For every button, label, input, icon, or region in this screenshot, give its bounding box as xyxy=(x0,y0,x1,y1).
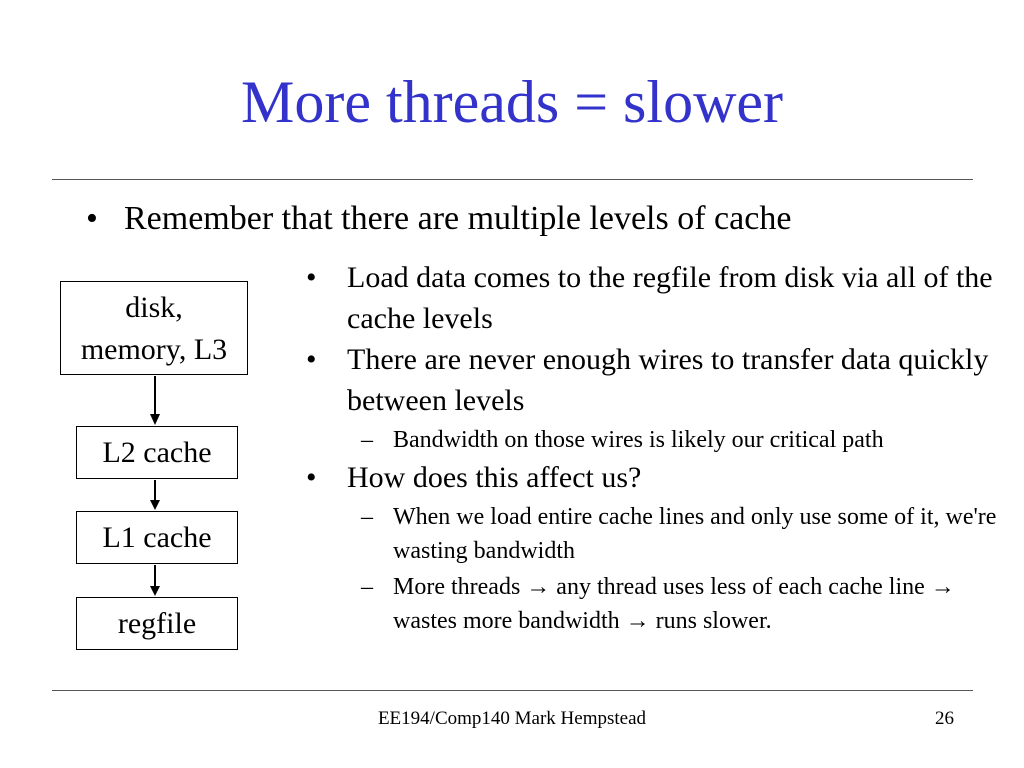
l2-cache-box: L2 cache xyxy=(76,426,238,479)
disk-memory-l3-box xyxy=(60,281,248,375)
main-bullet xyxy=(86,196,791,242)
sub-sub-bullet-cache-lines xyxy=(361,500,1006,568)
bullet-marker: • xyxy=(86,200,98,237)
arrow-disk-to-l2 xyxy=(150,376,160,425)
main-bullet-text: Remember that there are multiple levels of cache xyxy=(124,200,792,237)
dash-marker: – xyxy=(361,574,373,600)
footer-course: EE194/Comp140 Mark Hempstead xyxy=(377,708,647,729)
page-number: 26 xyxy=(935,708,954,729)
bullet-text: More threads → any thread uses less of each cache line → wastes more bandwidth → runs slower. xyxy=(393,574,955,634)
sub-sub-bullet-more-threads xyxy=(361,570,1006,638)
bullet-marker: • xyxy=(306,461,317,494)
bullet-text: When we load entire cache lines and only use some of it, we're wasting bandwidth xyxy=(393,504,997,564)
bullet-marker: • xyxy=(306,261,317,294)
top-divider xyxy=(52,179,973,180)
bullet-marker: • xyxy=(306,343,317,376)
dash-marker: – xyxy=(361,504,373,530)
l1-cache-box: L1 cache xyxy=(76,511,238,564)
sub-bullet-load-data xyxy=(306,257,1006,339)
slide-title: More threads = slower xyxy=(240,69,784,135)
sub-bullet-wires xyxy=(306,339,1006,421)
bullet-text: Load data comes to the regfile from disk via all of the cache levels xyxy=(347,261,993,335)
bullet-text: There are never enough wires to transfer data quickly between levels xyxy=(347,343,989,417)
box-label-line-2: memory, L3 xyxy=(80,333,228,366)
sub-bullet-affect-us xyxy=(306,457,1006,498)
regfile-box: regfile xyxy=(76,597,238,650)
bottom-divider xyxy=(52,690,973,691)
arrow-l1-to-regfile xyxy=(150,565,160,596)
bullet-text: Bandwidth on those wires is likely our critical path xyxy=(393,427,884,453)
bullet-text: How does this affect us? xyxy=(347,461,642,494)
arrow-l2-to-l1 xyxy=(150,480,160,510)
box-label-line-1: disk, xyxy=(125,291,183,324)
sub-bullet-list xyxy=(306,257,1006,638)
dash-marker: – xyxy=(361,427,373,453)
sub-sub-bullet-bandwidth xyxy=(361,423,1006,457)
